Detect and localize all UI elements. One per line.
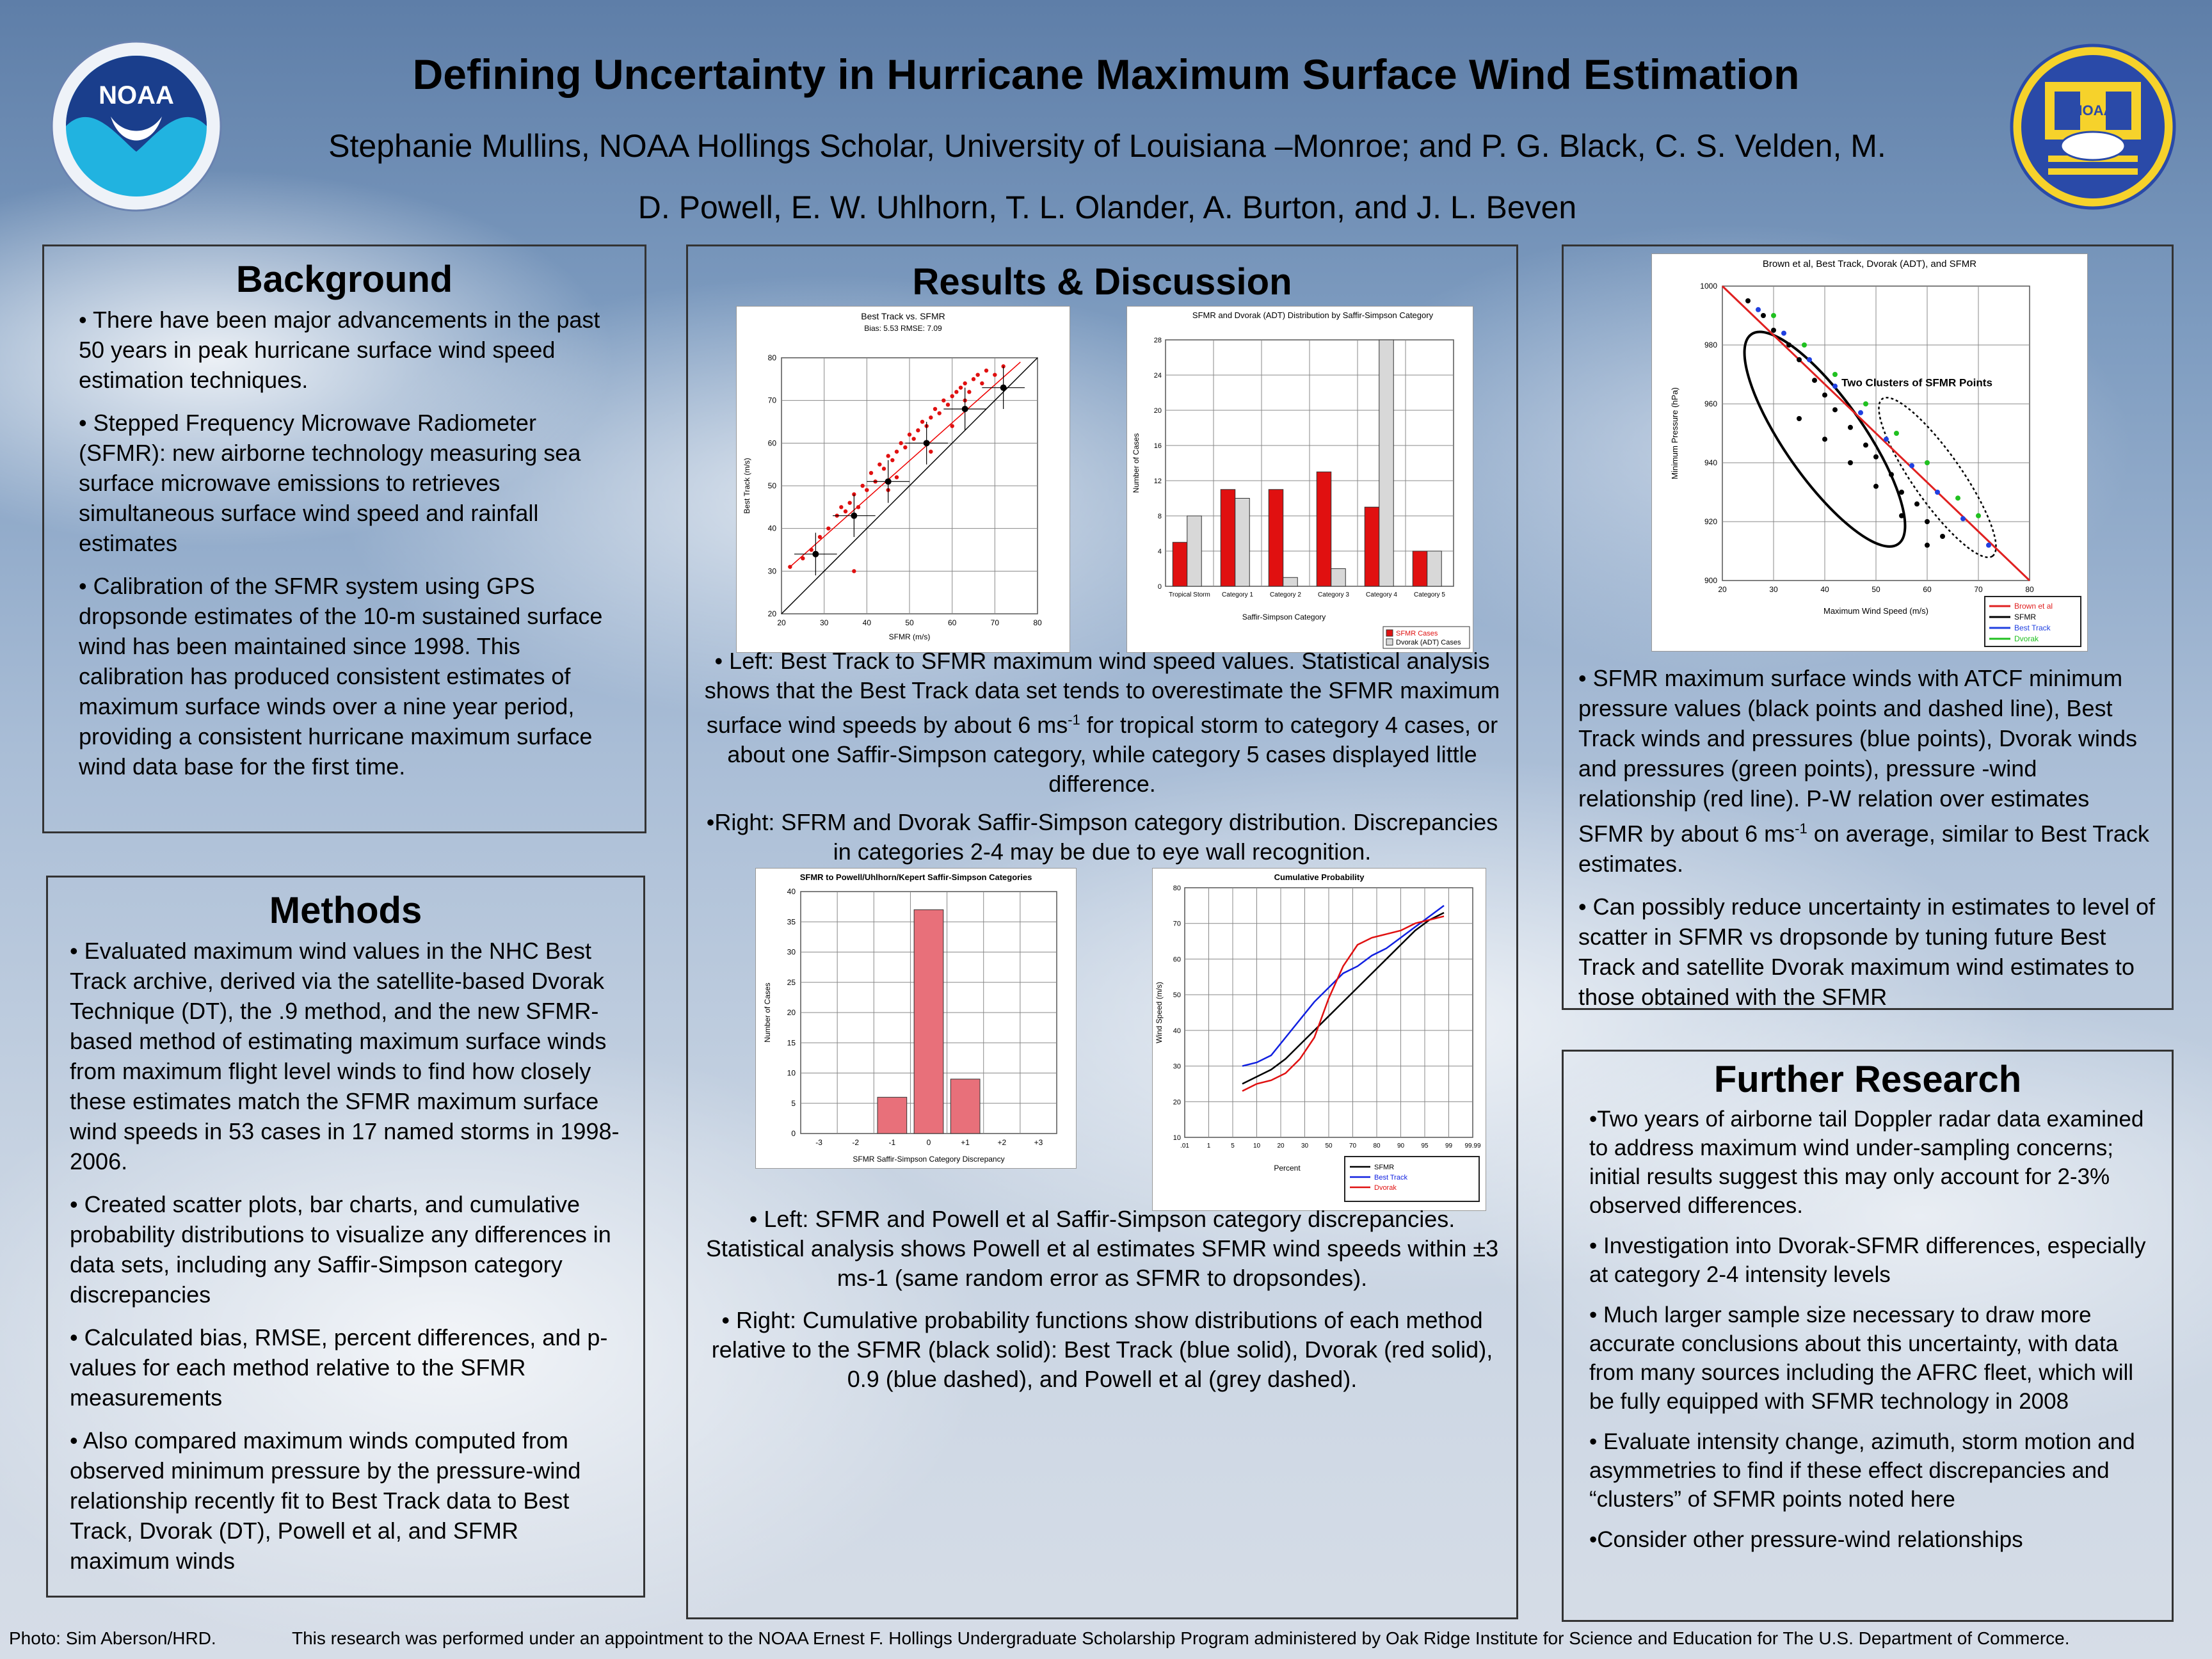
y-tick-label: 960 [1704,399,1717,408]
x-tick-label: 70 [1349,1142,1357,1150]
y-tick-label: 25 [787,977,796,987]
chart-title: Brown et al, Best Track, Dvorak (ADT), and SFMR [1762,259,1977,269]
noaa-logo-left [50,40,223,216]
data-point [899,441,902,445]
data-point [895,475,899,479]
y-tick-label: 30 [767,566,776,576]
x-tick-label: 80 [1033,618,1042,627]
bar-dvorak [1187,516,1202,586]
right-logo-text: NOAA [2072,102,2114,118]
y-axis-label: Number of Cases [763,982,772,1043]
binned-mean [1000,385,1007,391]
legend-label: Dvorak [1374,1184,1397,1192]
data-point [1889,472,1894,477]
y-tick-label: 10 [787,1068,796,1078]
data-point [954,390,958,394]
y-tick-label: 20 [1173,1098,1181,1107]
x-axis-label: Maximum Wind Speed (m/s) [1823,606,1928,616]
data-point [984,369,988,373]
x-tick-label: 20 [1718,585,1727,594]
y-tick-label: 40 [1173,1027,1181,1035]
background-body [44,305,645,781]
data-point [1812,378,1817,383]
acknowledgement: This research was performed under an appointment to the NOAA Ernest F. Hollings Undergraduate Scholarship Program administered by Oak Ridge Institute for Science and Education for The U.S. Department of Commerce. [292,1628,2070,1648]
data-point [809,548,813,552]
bar [878,1097,907,1134]
y-tick-label: 50 [767,481,776,490]
data-point [1781,331,1786,336]
data-point [920,420,924,424]
data-point [1771,313,1776,318]
bar-dvorak [1379,340,1394,586]
data-point [886,454,890,458]
x-tick-label: +3 [1034,1138,1043,1147]
data-point [1822,437,1827,442]
background-bullet-3: • Calibration of the SFMR system using GPS dropsonde estimates of the 10-m sustained surface wind has been maintained since 1998. This calibration has produced consistent estimates of maximum surface winds over a nine year period, providing a consistent hurricane maximum surface wind data base for the first time. [79,573,603,780]
poster-authors [269,115,1946,238]
chart-title: SFMR to Powell/Uhlhorn/Kepert Saffir-Simpson Categories [799,872,1032,882]
data-point [856,505,860,509]
results-text-2: •Right: SFRM and Dvorak Saffir-Simpson category distribution. Discrepancies in categories 2-4 may be due to eye wall recognition. [706,809,1498,865]
further-research-body [1564,1105,2172,1554]
x-tick-label: 20 [777,618,786,627]
data-point [1955,495,1960,501]
annotation-text: Two Clusters of SFMR Points [1841,376,1992,389]
data-point [1848,425,1853,430]
y-tick-label: 70 [1173,920,1181,928]
chart-cumulative-probability [1152,868,1486,1211]
results-text-1: • Left: Best Track to SFMR maximum wind speed values. Statistical analysis shows that the Best Track data set tends to overestimate the SFMR maximum surface wind speeds by about 6 $ms^{-1}$ for tropical storm to category 4 cases, or about one Saffir-Simpson category, while category 5 cases displayed little difference. [704,648,1500,797]
x-tick-label: .01 [1180,1142,1189,1150]
legend-label: Dvorak (ADT) Cases [1396,639,1461,646]
pressure-wind-text-2: • Can possibly reduce uncertainty in estimates to level of scatter in SFMR vs dropsonde by tuning future Best Track and satellite Dvorak maximum wind estimates to those obtained with the SFMR [1578,894,2156,1010]
pressure-wind-text-1: • SFMR maximum surface winds with ATCF minimum pressure values (black points and dashed line), Best Track winds and pressures (blue points), Dvorak winds and pressures (green points), pressure -wind relationship (red line). P-W relation over estimates SFMR by about 6 $ms^{-1}$ on average, similar to Best Track estimates. [1578,665,2149,877]
further-bullet-1: •Two years of airborne tail Doppler radar data examined to address maximum wind under-sampling concerns; initial results suggest this may only account for 2-3% observed differences. [1589,1107,2144,1218]
y-tick-label: 980 [1704,341,1717,349]
data-point [890,458,894,462]
bar-dvorak [1427,551,1442,586]
y-tick-label: 8 [1157,513,1162,520]
data-point [1894,431,1899,436]
y-tick-label: 0 [791,1129,796,1138]
bar [914,910,943,1134]
y-tick-label: 1000 [1700,282,1717,291]
x-axis-label: Saffir-Simpson Category [1242,613,1326,621]
chart-title: Cumulative Probability [1274,872,1365,882]
data-point [1858,410,1863,415]
x-tick-label: Category 1 [1222,591,1253,598]
data-point [950,424,954,428]
methods-body [48,936,643,1576]
data-point [1873,454,1879,460]
x-axis-label: SFMR (m/s) [888,632,931,641]
chart-powell-discrepancy [755,868,1077,1169]
x-tick-label: 20 [1277,1142,1285,1150]
y-tick-label: 35 [787,917,796,927]
x-tick-label: Tropical Storm [1169,591,1210,598]
y-tick-label: 920 [1704,517,1717,526]
left-logo-text: NOAA [99,81,174,109]
further-bullet-3: • Much larger sample size necessary to draw more accurate conclusions about this uncertainty, with data from many sources including the AFRC fleet, which will be fully equipped with SFMR technology in 2008 [1589,1302,2134,1414]
poster-title: Defining Uncertainty in Hurricane Maximum Surface Wind Estimation [412,51,1800,98]
y-tick-label: 20 [767,609,776,618]
y-tick-label: 30 [787,947,796,957]
data-point [911,437,915,440]
x-tick-label: 40 [1820,585,1829,594]
x-tick-label: 40 [862,618,872,627]
data-point [1884,437,1889,442]
data-point [1863,442,1868,447]
y-tick-label: 60 [1173,956,1181,964]
authors-line-2: D. Powell, E. W. Uhlhorn, T. L. Olander, A. Burton, and J. L. Beven [637,189,1577,225]
x-tick-label: Category 4 [1366,591,1397,598]
x-tick-label: 70 [1974,585,1983,594]
legend-label: SFMR [1374,1164,1395,1171]
results-heading: Results & Discussion [912,261,1292,303]
x-axis-label: Percent [1274,1164,1301,1173]
y-axis-label: Wind Speed (m/s) [1155,981,1164,1044]
bar-sfmr [1269,490,1283,586]
background-bullet-2: • Stepped Frequency Microwave Radiometer (SFMR): new airborne technology measuring sea surface microwave emissions to retrieves simultaneous surface wind speed and rainfall estimates [79,410,581,556]
background-heading: Background [236,259,453,300]
data-point [993,373,997,376]
data-point [967,390,971,394]
methods-bullet-4: • Also compared maximum winds computed from observed minimum pressure by the pressure-wind relationship recently fit to Best Track data to Best Track, Dvorak (DT), Powell et al, and SFMR maximum winds [70,1427,581,1574]
data-point [942,398,945,402]
data-point [826,526,830,530]
y-tick-label: 15 [787,1038,796,1048]
y-tick-label: 28 [1153,337,1162,344]
chart-subtitle: Bias: 5.53 RMSE: 7.09 [864,324,942,333]
y-tick-label: 900 [1704,576,1717,585]
data-point [847,501,851,504]
legend-label: Best Track [2014,623,2051,632]
legend-label: SFMR [2014,613,2036,621]
data-point [1832,383,1838,389]
data-point [980,381,984,385]
y-tick-label: 60 [767,438,776,448]
x-axis-label: SFMR Saffir-Simpson Category Discrepancy [853,1155,1005,1164]
x-tick-label: 50 [1325,1142,1333,1150]
y-tick-label: 80 [767,353,776,362]
bar-sfmr [1413,551,1427,586]
hollings-logo-right [2010,44,2176,213]
data-point [1899,490,1904,495]
data-point [1832,407,1838,412]
data-point [839,505,843,509]
data-point [844,509,847,513]
methods-heading: Methods [269,890,422,931]
data-point [1960,516,1966,521]
y-axis-label: Number of Cases [1132,433,1141,493]
bar-sfmr [1365,507,1379,586]
binned-mean [851,513,857,519]
bar-sfmr [1317,472,1331,586]
binned-mean [962,406,968,412]
bar-dvorak [1235,499,1250,587]
methods-bullet-3: • Calculated bias, RMSE, percent differences, and p-values for each method relative to the SFMR measurements [70,1324,608,1411]
data-point [860,484,864,488]
x-tick-label: 1 [1206,1142,1211,1150]
chart-title: Best Track vs. SFMR [861,311,945,321]
data-point [1745,298,1751,303]
data-point [937,411,941,415]
chart-pressure-wind [1651,253,2088,652]
data-point [801,556,805,560]
data-point [1935,490,1940,495]
data-point [895,449,899,453]
data-point [929,415,933,419]
data-point [1822,392,1827,397]
data-point [1925,543,1930,548]
background-panel [42,244,646,833]
y-tick-label: 70 [767,396,776,405]
data-point [882,467,886,470]
x-tick-label: 10 [1253,1142,1261,1150]
x-tick-label: 50 [905,618,914,627]
x-tick-label: 30 [819,618,829,627]
binned-mean [885,478,892,485]
legend-label: SFMR Cases [1396,630,1438,637]
y-tick-label: 12 [1153,477,1162,485]
data-point [1925,460,1930,465]
further-research-panel [1562,1050,2174,1622]
methods-bullet-1: • Evaluated maximum wind values in the NHC Best Track archive, derived via the satellite-based Dvorak Technique (DT), the .9 method, and the new SFMR-based method of estimating maximum surface winds from maximum flight level winds to find how closely these estimates match the SFMR maximum surface wind speeds in 53 cases in 17 named storms in 1998-2006. [70,938,620,1174]
data-point [1873,484,1879,489]
x-tick-label: 80 [1373,1142,1381,1150]
data-point [1771,328,1776,333]
photo-credit: Photo: Sim Aberson/HRD. [9,1628,216,1648]
data-point [878,462,881,466]
data-point [1986,543,1991,548]
data-point [1909,463,1914,469]
chart-best-track-vs-sfmr [736,306,1070,653]
x-tick-label: 80 [2025,585,2034,594]
data-point [972,377,975,381]
y-tick-label: 40 [767,524,776,533]
y-tick-label: 10 [1173,1134,1181,1142]
bar [950,1079,980,1134]
y-tick-label: 0 [1157,583,1162,591]
x-tick-label: 30 [1769,585,1778,594]
legend-label: Best Track [1374,1174,1407,1182]
data-point [1925,519,1930,524]
x-tick-label: 99 [1445,1142,1453,1150]
y-tick-label: 16 [1153,442,1162,450]
x-tick-label: 5 [1231,1142,1235,1150]
pressure-wind-text [1578,663,2161,1025]
y-tick-label: 4 [1157,548,1162,556]
data-point [865,488,869,492]
legend-label: Brown et al [2014,602,2053,611]
binned-mean [924,440,930,446]
results-text-4: • Right: Cumulative probability functions show distributions of each method relative to the SFMR (black solid): Best Track (blue solid), Dvorak (red solid), 0.9 (blue dashed), and Powell et al (grey dashed). [711,1307,1493,1392]
x-tick-label: Category 3 [1318,591,1349,598]
data-point [1832,372,1838,377]
data-point [1786,342,1791,348]
data-point [869,471,873,475]
y-tick-label: 20 [787,1008,796,1017]
authors-line-1: Stephanie Mullins, NOAA Hollings Scholar, University of Louisiana –Monroe; and P. G. Black, C. S. Velden, M. [328,128,1886,164]
x-tick-label: Category 5 [1414,591,1445,598]
data-point [1802,342,1807,348]
bar-dvorak [1331,569,1346,587]
y-tick-label: 40 [787,887,796,896]
data-point [1863,401,1868,406]
methods-bullet-2: • Created scatter plots, bar charts, and cumulative probability distributions to visualize any differences in data sets, including any Saffir-Simpson category discrepancies [70,1191,611,1308]
further-bullet-5: •Consider other pressure-wind relationships [1589,1527,2023,1552]
data-point [1914,501,1919,506]
data-point [1797,416,1802,421]
further-research-heading: Further Research [1713,1059,2022,1100]
data-point [963,381,966,385]
data-point [903,445,907,449]
x-tick-label: 0 [926,1138,931,1147]
x-tick-label: -1 [888,1138,896,1147]
x-tick-label: 60 [1923,585,1932,594]
data-point [1807,357,1812,362]
data-point [950,394,954,398]
data-point [1848,460,1853,465]
data-point [959,385,963,389]
legend-label: Dvorak [2014,634,2039,643]
x-tick-label: +1 [961,1138,970,1147]
x-tick-label: 95 [1421,1142,1429,1150]
x-tick-label: Category 2 [1270,591,1301,598]
x-tick-label: 90 [1397,1142,1405,1150]
x-tick-label: 99.99 [1464,1142,1481,1150]
data-point [916,428,920,432]
background-bullet-1: • There have been major advancements in the past 50 years in peak hurricane surface wind speed estimation techniques. [79,307,600,393]
data-point [1940,534,1945,539]
y-tick-label: 24 [1153,372,1162,380]
binned-mean [812,551,819,557]
x-tick-label: 30 [1301,1142,1309,1150]
data-point [788,565,792,568]
x-tick-label: 60 [947,618,957,627]
bar-sfmr [1221,490,1235,586]
data-point [1756,307,1761,312]
legend-box [1345,1157,1479,1201]
data-point [946,403,950,406]
y-tick-label: 940 [1704,458,1717,467]
further-bullet-4: • Evaluate intensity change, azimuth, storm motion and asymmetries to find if these effect discrepancies and “clusters” of SFMR points noted here [1589,1429,2135,1512]
y-tick-label: 5 [791,1098,796,1108]
y-tick-label: 30 [1173,1062,1181,1071]
y-tick-label: 50 [1173,991,1181,1000]
y-tick-label: 80 [1173,885,1181,892]
data-point [852,569,856,573]
chart-title: SFMR and Dvorak (ADT) Distribution by Saffir-Simpson Category [1192,310,1434,320]
x-tick-label: +2 [997,1138,1007,1147]
chart-sfmr-dvorak-distribution [1126,306,1473,653]
data-point [975,373,979,376]
results-text-3: • Left: SFMR and Powell et al Saffir-Simpson category discrepancies. Statistical analysis shows Powell et al estimates SFMR wind speeds within ±3 ms-1 (same random error as SFMR to dropsondes). [705,1206,1499,1291]
bar-dvorak [1283,577,1298,586]
data-point [1899,513,1904,518]
further-bullet-2: • Investigation into Dvorak-SFMR differences, especially at category 2-4 intensity levels [1589,1233,2146,1287]
y-axis-label: Best Track (m/s) [742,458,751,514]
data-point [1761,313,1766,318]
legend-swatch [1386,639,1393,645]
legend-swatch [1386,630,1393,636]
x-tick-label: -2 [852,1138,860,1147]
data-point [908,433,911,437]
bar-sfmr [1173,542,1187,586]
data-point [929,449,933,453]
methods-panel [46,876,645,1598]
data-point [933,407,937,411]
x-tick-label: 50 [1871,585,1880,594]
x-tick-label: 70 [990,618,1000,627]
y-axis-label: Minimum Pressure (hPa) [1670,387,1679,479]
y-tick-label: 20 [1153,407,1162,415]
data-point [1976,513,1981,518]
x-tick-label: -3 [815,1138,822,1147]
data-point [818,535,822,539]
data-point [1797,357,1802,362]
